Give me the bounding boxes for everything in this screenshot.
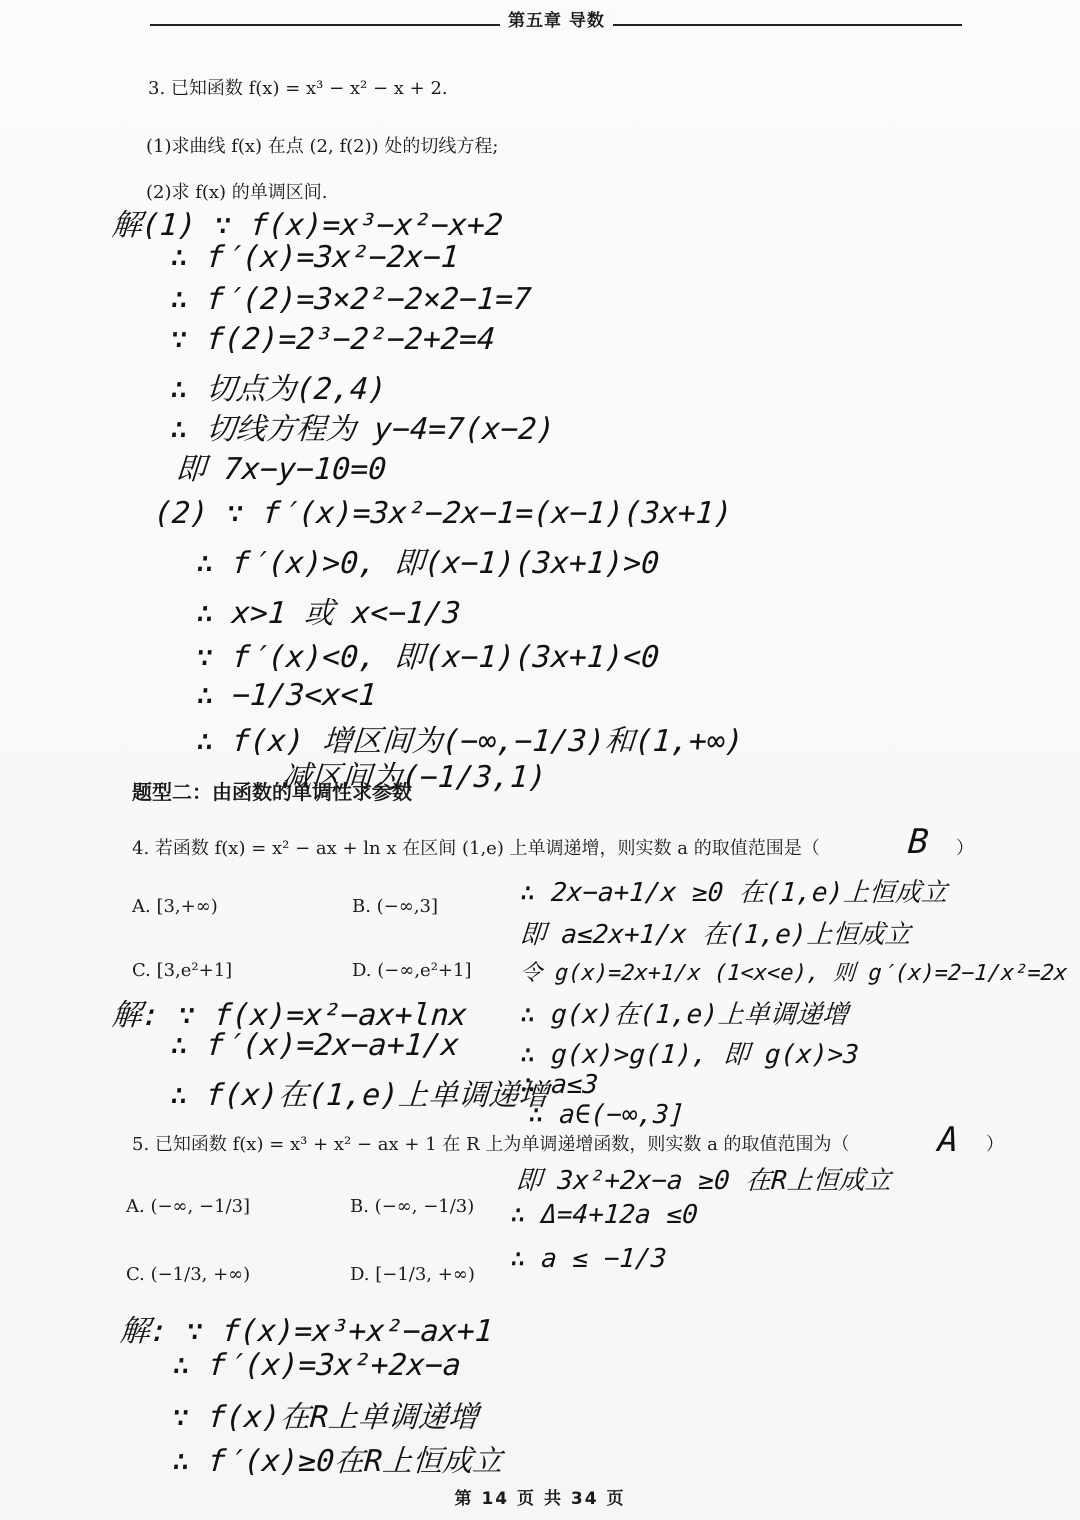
q4-sol-right: ∴ 2x−a+1/x ≥0 在(1,e)上恒成立: [518, 878, 949, 908]
q5-option-d: D. [−1/3, +∞): [350, 1264, 475, 1285]
q4-sol-left: ∴ f(x)在(1,e)上单调递增: [168, 1078, 550, 1113]
q3-stem: 3. 已知函数 f(x) = x³ − x² − x + 2.: [148, 78, 448, 99]
q3-sol-line: (2) ∵ f′(x)=3x²−2x−1=(x−1)(3x+1): [152, 496, 734, 531]
q4-stem: 4. 若函数 f(x) = x² − ax + ln x 在区间 (1,e) 上单调递增，则实数 a 的取值范围是（: [132, 838, 820, 859]
q4-sol-right: 即 a≤2x+1/x 在(1,e)上恒成立: [518, 920, 912, 950]
q3-sol-line: ∴ f′(2)=3×2²−2×2−1=7: [168, 282, 533, 317]
q5-option-a: A. (−∞, −1/3]: [126, 1196, 251, 1217]
q5-sol-right: ∴ Δ=4+12a ≤0: [508, 1200, 699, 1230]
q3-part1: (1)求曲线 f(x) 在点 (2, f(2)) 处的切线方程;: [146, 136, 499, 157]
q5-sol-right: ∴ a ≤ −1/3: [508, 1244, 668, 1274]
q5-option-c: C. (−1/3, +∞): [126, 1264, 251, 1285]
q3-sol-line: ∴ f′(x)>0, 即(x−1)(3x+1)>0: [194, 546, 661, 581]
q4-sol-right: 令 g(x)=2x+1/x (1<x<e), 则 g′(x)=2−1/x²=2x: [518, 961, 1069, 986]
q3-sol-line: ∴ f(x) 增区间为(−∞,−1/3)和(1,+∞): [194, 724, 745, 759]
q4-sol-right: ∴ a∈(−∞,3]: [526, 1100, 686, 1130]
q4-option-a: A. [3,+∞): [132, 896, 218, 917]
q5-sol-left: ∵ f(x)在R上单调递增: [170, 1400, 480, 1435]
q5-stem-end: ）: [986, 1134, 1004, 1155]
q3-sol-line: ∵ f′(x)<0, 即(x−1)(3x+1)<0: [194, 640, 661, 675]
q3-sol-line: ∴ x>1 或 x<−1/3: [194, 596, 462, 631]
q3-part2: (2)求 f(x) 的单调区间.: [146, 182, 328, 203]
q5-sol-left: ∴ f′(x)=3x²+2x−a: [170, 1348, 463, 1383]
chapter-title: 第五章 导数: [500, 6, 613, 31]
q4-stem-end: ）: [956, 838, 974, 859]
q5-stem: 5. 已知函数 f(x) = x³ + x² − ax + 1 在 R 上为单调递增函数，则实数 a 的取值范围为（: [132, 1134, 850, 1155]
q5-option-b: B. (−∞, −1/3): [350, 1196, 475, 1217]
q5-sol-right: 即 3x²+2x−a ≥0 在R上恒成立: [514, 1166, 893, 1196]
page-number: 第 14 页 共 34 页: [454, 1489, 626, 1509]
q4-answer: B: [906, 822, 930, 862]
chapter-header: [150, 6, 962, 31]
q5-sol-left: 解: ∵ f(x)=x³+x²−ax+1: [118, 1314, 495, 1349]
q4-sol-right: ∴ g(x)>g(1), 即 g(x)>3: [518, 1040, 860, 1070]
q4-option-d: D. (−∞,e²+1]: [352, 960, 472, 981]
q4-sol-right: ∴ g(x)在(1,e)上单调递增: [518, 1000, 850, 1030]
q4-option-b: B. (−∞,3]: [352, 896, 438, 917]
q4-sol-right: ∴ a≤3: [518, 1070, 600, 1100]
q3-sol-line: ∵ f(2)=2³−2²−2+2=4: [168, 322, 497, 357]
q3-sol-line: ∴ 切点为(2,4): [168, 372, 388, 407]
q3-sol-line: 减区间为(−1/3,1): [280, 760, 548, 795]
q4-sol-left: 解: ∵ f(x)=x²−ax+lnx: [110, 998, 469, 1033]
q5-answer: A: [936, 1120, 960, 1160]
q4-option-c: C. [3,e²+1]: [132, 960, 233, 981]
q3-sol-line: 即 7x−y−10=0: [174, 452, 388, 487]
q3-sol-line: ∴ −1/3<x<1: [194, 678, 378, 713]
q5-sol-left: ∴ f′(x)≥0在R上恒成立: [170, 1444, 504, 1479]
q4-sol-left: ∴ f′(x)=2x−a+1/x: [168, 1028, 461, 1063]
q3-sol-line: 解(1) ∵ f(x)=x³−x²−x+2: [110, 208, 505, 243]
section-heading: 题型二：由函数的单调性求参数: [132, 780, 412, 804]
q3-sol-line: ∴ 切线方程为 y−4=7(x−2): [168, 412, 556, 447]
q3-sol-line: ∴ f′(x)=3x²−2x−1: [168, 240, 461, 275]
